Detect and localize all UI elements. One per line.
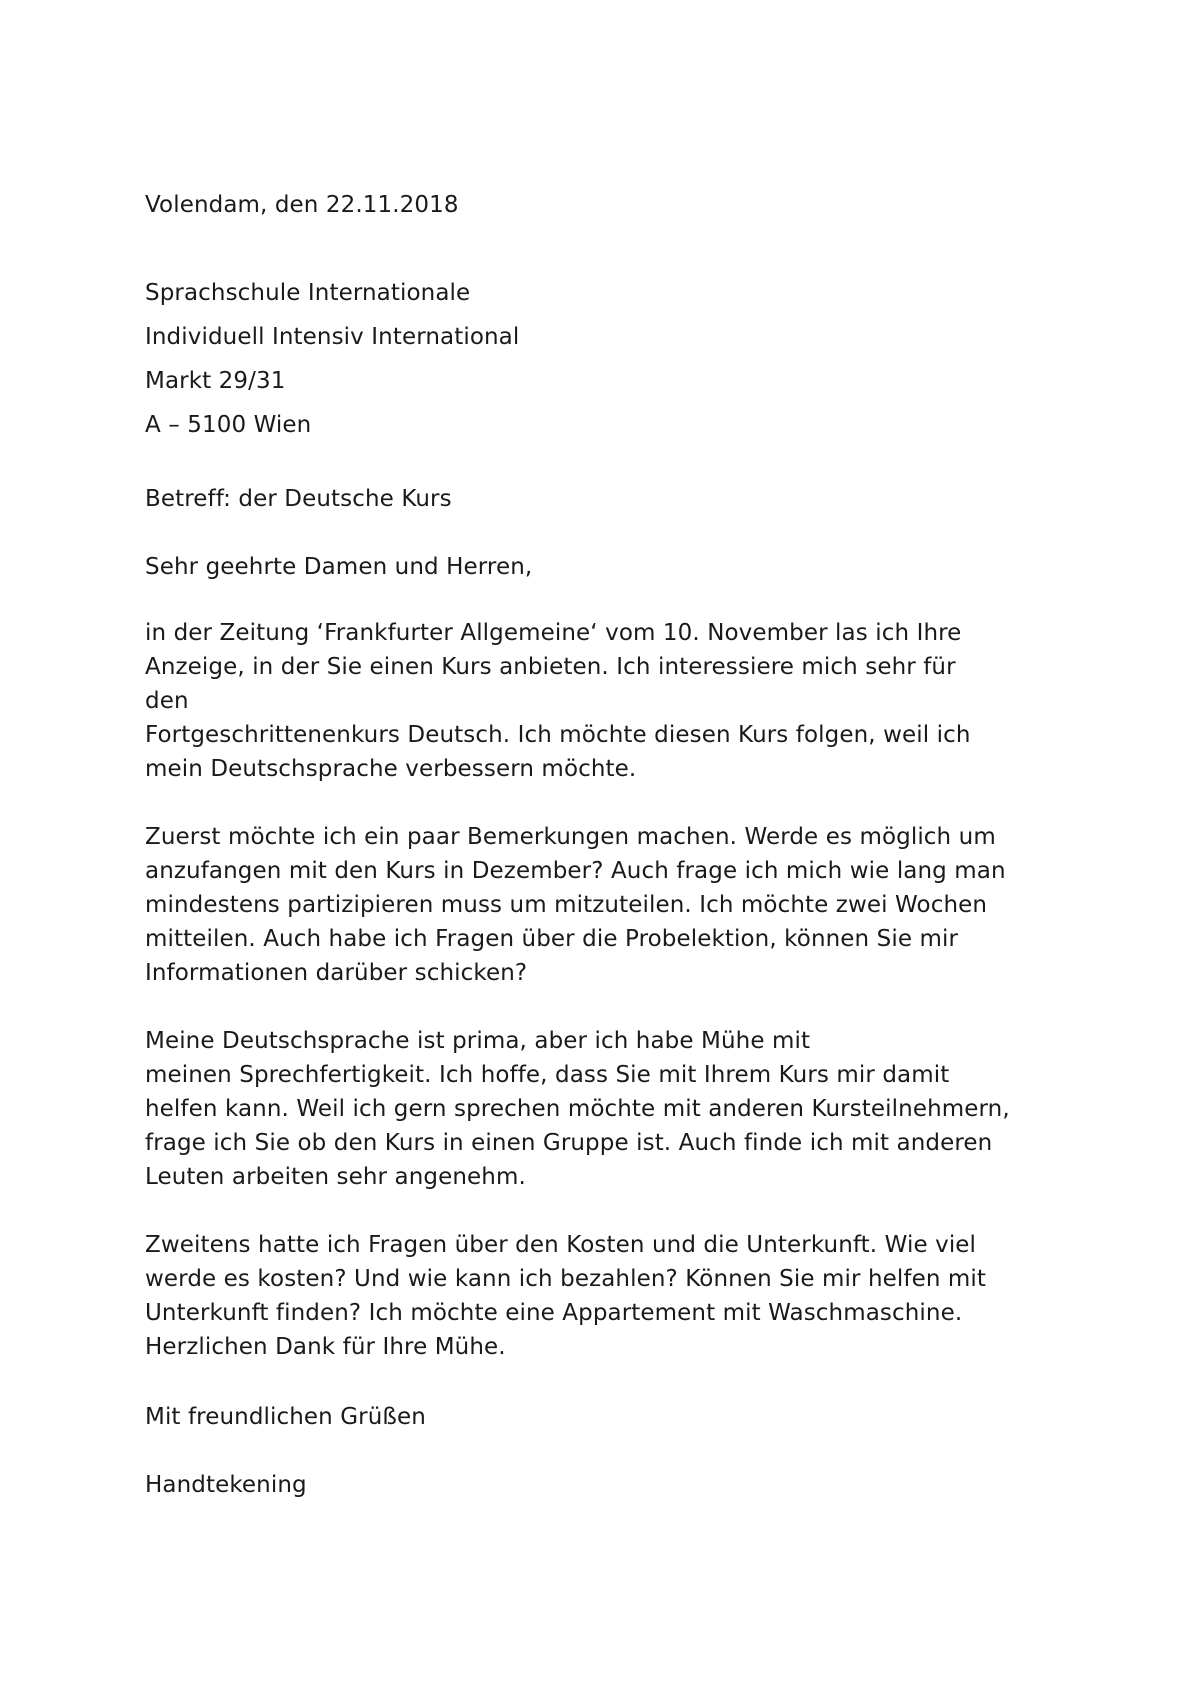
paragraph-line: Herzlichen Dank für Ihre Mühe. <box>145 1334 506 1360</box>
date-line: Volendam, den 22.11.2018 <box>145 192 459 218</box>
paragraph-1 <box>145 616 971 786</box>
paragraph-line: helfen kann. Weil ich gern sprechen möchte mit anderen Kursteilnehmern, <box>145 1096 1010 1122</box>
paragraph-line: mitteilen. Auch habe ich Fragen über die Probelektion, können Sie mir <box>145 926 959 952</box>
paragraph-line: anzufangen mit den Kurs in Dezember? Auch frage ich mich wie lang man <box>145 858 1006 884</box>
salutation: Sehr geehrte Damen und Herren, <box>145 554 533 580</box>
paragraph-line: den <box>145 688 189 714</box>
paragraph-3 <box>145 1024 1010 1194</box>
paragraph-line: Leuten arbeiten sehr angenehm. <box>145 1164 526 1190</box>
paragraph-line: Meine Deutschsprache ist prima, aber ich habe Mühe mit <box>145 1028 811 1054</box>
paragraph-line: mein Deutschsprache verbessern möchte. <box>145 756 637 782</box>
paragraph-line: Zweitens hatte ich Fragen über den Kosten und die Unterkunft. Wie viel <box>145 1232 977 1258</box>
paragraph-2 <box>145 820 1006 990</box>
closing: Mit freundlichen Grüßen <box>145 1404 426 1430</box>
paragraph-line: werde es kosten? Und wie kann ich bezahlen? Können Sie mir helfen mit <box>145 1266 987 1292</box>
paragraph-line: mindestens partizipieren muss um mitzuteilen. Ich möchte zwei Wochen <box>145 892 988 918</box>
paragraph-line: frage ich Sie ob den Kurs in einen Gruppe ist. Auch finde ich mit anderen <box>145 1130 993 1156</box>
paragraph-line: meinen Sprechfertigkeit. Ich hoffe, dass Sie mit Ihrem Kurs mir damit <box>145 1062 950 1088</box>
paragraph-line: Anzeige, in der Sie einen Kurs anbieten. Ich interessiere mich sehr für <box>145 654 956 680</box>
paragraph-line: in der Zeitung ‘Frankfurter Allgemeine‘ vom 10. November las ich Ihre <box>145 620 962 646</box>
paragraph-line: Fortgeschrittenenkurs Deutsch. Ich möchte diesen Kurs folgen, weil ich <box>145 722 971 748</box>
paragraph-line: Unterkunft finden? Ich möchte eine Appartement mit Waschmaschine. <box>145 1300 963 1326</box>
recipient-name: Sprachschule Internationale <box>145 280 471 306</box>
paragraph-line: Informationen darüber schicken? <box>145 960 528 986</box>
paragraph-line: Zuerst möchte ich ein paar Bemerkungen machen. Werde es möglich um <box>145 824 996 850</box>
signature: Handtekening <box>145 1472 307 1498</box>
recipient-subtitle: Individuell Intensiv International <box>145 324 520 350</box>
subject-line: Betreff: der Deutsche Kurs <box>145 486 452 512</box>
recipient-street: Markt 29/31 <box>145 368 286 394</box>
paragraph-4 <box>145 1228 986 1364</box>
recipient-city: A – 5100 Wien <box>145 412 312 438</box>
